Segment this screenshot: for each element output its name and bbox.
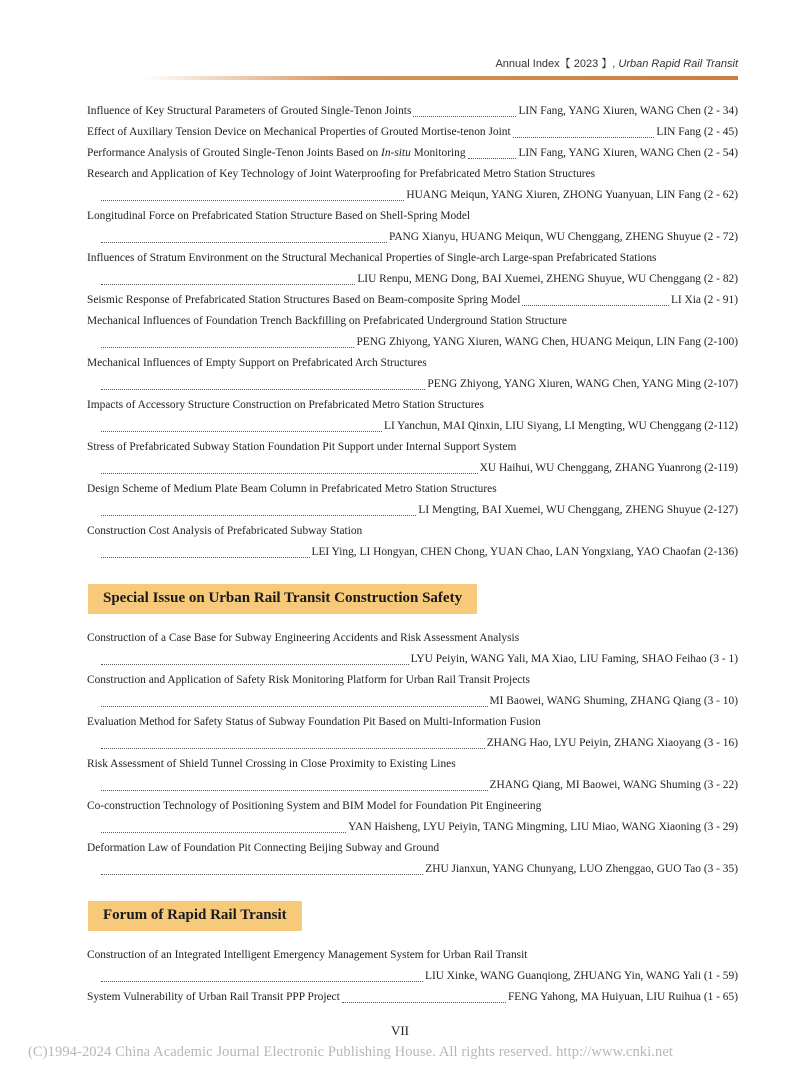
entry-authors-ref: PENG Zhiyong, YANG Xiuren, WANG Chen, HUANG Meiqun, LIN Fang (2-100) [356, 336, 738, 348]
index-entry [87, 987, 738, 1008]
index-entry [87, 796, 738, 838]
entry-title: Risk Assessment of Shield Tunnel Crossing in Close Proximity to Existing Lines [87, 758, 456, 770]
entry-title: Performance Analysis of Grouted Single-Tenon Joints Based on In-situ Monitoring [87, 147, 466, 159]
index-entry [87, 437, 738, 479]
entry-authors-ref: ZHU Jianxun, YANG Chunyang, LUO Zhenggao, GUO Tao (3 - 35) [425, 863, 738, 875]
entry-authors-ref: LI Yanchun, MAI Qinxin, LIU Siyang, LI Mengting, WU Chenggang (2-112) [383, 420, 738, 432]
copyright-footer: (C)1994-2024 China Academic Journal Electronic Publishing House. All rights reserved. http://www.cnki.net [28, 1044, 674, 1060]
section-banner-forum: Forum of Rapid Rail Transit [88, 901, 302, 931]
dot-leader [101, 556, 310, 558]
dot-leader [413, 115, 516, 117]
dot-leader [342, 1001, 506, 1003]
entry-title: Construction of an Integrated Intelligent Emergency Management System for Urban Rail Transit [87, 949, 528, 961]
entry-title: Construction Cost Analysis of Prefabricated Subway Station [87, 525, 363, 537]
entry-title: Deformation Law of Foundation Pit Connecting Beijing Subway and Ground [87, 842, 440, 854]
dot-leader [522, 304, 669, 306]
index-entry [87, 122, 738, 143]
entry-title: Mechanical Influences of Foundation Trench Backfilling on Prefabricated Underground Station Structure [87, 315, 567, 327]
dot-leader [101, 514, 416, 516]
dot-leader [101, 705, 488, 707]
page-number: VII [390, 1023, 410, 1038]
entry-authors-ref: FENG Yahong, MA Huiyuan, LIU Ruihua (1 - 65) [507, 991, 738, 1003]
index-entry [87, 290, 738, 311]
entry-title: Construction of a Case Base for Subway Engineering Accidents and Risk Assessment Analysis [87, 632, 520, 644]
dot-leader [101, 980, 423, 982]
dot-leader [101, 472, 478, 474]
entry-title: Evaluation Method for Safety Status of Subway Foundation Pit Based on Multi-Information Fusion [87, 716, 541, 728]
index-entry [87, 754, 738, 796]
entry-authors-ref: LIN Fang, YANG Xiuren, WANG Chen (2 - 54) [518, 147, 738, 159]
entry-title-italic: In-situ [381, 147, 411, 159]
entry-authors-ref: XU Haihui, WU Chenggang, ZHANG Yuanrong (2-119) [479, 462, 738, 474]
entry-authors-ref: PENG Zhiyong, YANG Xiuren, WANG Chen, YANG Ming (2-107) [427, 378, 738, 390]
entry-authors-ref: PANG Xianyu, HUANG Meiqun, WU Chenggang, ZHENG Shuyue (2 - 72) [389, 231, 738, 243]
entry-authors-ref: LIU Renpu, MENG Dong, BAI Xuemei, ZHENG Shuyue, WU Chenggang (2 - 82) [357, 273, 738, 285]
running-header [495, 55, 738, 71]
dot-leader [513, 136, 655, 138]
section-heading [87, 901, 738, 931]
index-entry [87, 712, 738, 754]
header-journal-name: Urban Rapid Rail Transit [618, 58, 738, 70]
index-entry [87, 945, 738, 987]
entry-authors-ref: LIN Fang (2 - 45) [656, 126, 738, 138]
section-heading [87, 584, 738, 614]
index-entry [87, 479, 738, 521]
entry-title: Stress of Prefabricated Subway Station Foundation Pit Support under Internal Support System [87, 441, 517, 453]
entry-title: Construction and Application of Safety Risk Monitoring Platform for Urban Rail Transit Projects [87, 674, 530, 686]
entry-authors-ref: MI Baowei, WANG Shuming, ZHANG Qiang (3 - 10) [489, 695, 738, 707]
entry-title: Longitudinal Force on Prefabricated Station Structure Based on Shell-Spring Model [87, 210, 471, 222]
entry-authors-ref: ZHANG Qiang, MI Baowei, WANG Shuming (3 - 22) [489, 779, 738, 791]
dot-leader [101, 241, 387, 243]
dot-leader [101, 831, 346, 833]
entry-authors-ref: HUANG Meiqun, YANG Xiuren, ZHONG Yuanyuan, LIN Fang (2 - 62) [406, 189, 738, 201]
index-entry [87, 101, 738, 122]
index-entry [87, 395, 738, 437]
dot-leader [101, 388, 425, 390]
index-entry [87, 353, 738, 395]
index-entry [87, 206, 738, 248]
index-entry [87, 628, 738, 670]
dot-leader [101, 199, 404, 201]
entry-authors-ref: LEI Ying, LI Hongyan, CHEN Chong, YUAN Chao, LAN Yongxiang, YAO Chaofan (2-136) [311, 546, 738, 558]
index-entry [87, 838, 738, 880]
entry-authors-ref: LYU Peiyin, WANG Yali, MA Xiao, LIU Faming, SHAO Feihao (3 - 1) [410, 653, 738, 665]
dot-leader [101, 747, 485, 749]
entry-authors-ref: LIU Xinke, WANG Guanqiong, ZHUANG Yin, WANG Yali (1 - 59) [424, 970, 738, 982]
entry-authors-ref: YAN Haisheng, LYU Peiyin, TANG Mingming, LIU Miao, WANG Xiaoning (3 - 29) [348, 821, 738, 833]
dot-leader [468, 157, 517, 159]
entry-title: System Vulnerability of Urban Rail Transit PPP Project [87, 991, 340, 1003]
entry-title: Influences of Stratum Environment on the Structural Mechanical Properties of Single-arch Large-span Prefabricated Stations [87, 252, 657, 264]
index-entry [87, 248, 738, 290]
dot-leader [101, 873, 423, 875]
entry-title: Mechanical Influences of Empty Support on Prefabricated Arch Structures [87, 357, 427, 369]
dot-leader [101, 283, 355, 285]
entry-title: Seismic Response of Prefabricated Station Structures Based on Beam-composite Spring Model [87, 294, 521, 306]
index-entry [87, 164, 738, 206]
index-entry [87, 521, 738, 563]
entry-authors-ref: LIN Fang, YANG Xiuren, WANG Chen (2 - 34) [518, 105, 738, 117]
entry-title: Co-construction Technology of Positioning System and BIM Model for Foundation Pit Engineering [87, 800, 542, 812]
section-banner-construction-safety: Special Issue on Urban Rail Transit Construction Safety [88, 584, 477, 614]
entry-authors-ref: LI Xia (2 - 91) [670, 294, 738, 306]
entry-authors-ref: LI Mengting, BAI Xuemei, WU Chenggang, ZHENG Shuyue (2-127) [418, 504, 738, 516]
entry-title: Impacts of Accessory Structure Construction on Prefabricated Metro Station Structures [87, 399, 484, 411]
index-entry [87, 670, 738, 712]
entry-authors-ref: ZHANG Hao, LYU Peiyin, ZHANG Xiaoyang (3 - 16) [486, 737, 738, 749]
header-rule [140, 76, 738, 80]
header-index-label: Annual Index【 2023 】, [495, 58, 616, 70]
dot-leader [101, 430, 382, 432]
entry-title: Design Scheme of Medium Plate Beam Column in Prefabricated Metro Station Structures [87, 483, 497, 495]
dot-leader [101, 346, 354, 348]
entry-title: Effect of Auxiliary Tension Device on Mechanical Properties of Grouted Mortise-tenon Joint [87, 126, 511, 138]
dot-leader [101, 789, 488, 791]
index-content [87, 101, 738, 1008]
entry-title: Research and Application of Key Technology of Joint Waterproofing for Prefabricated Metro Station Structures [87, 168, 596, 180]
dot-leader [101, 663, 409, 665]
index-entry [87, 311, 738, 353]
index-entry [87, 143, 738, 164]
entry-title: Influence of Key Structural Parameters of Grouted Single-Tenon Joints [87, 105, 412, 117]
